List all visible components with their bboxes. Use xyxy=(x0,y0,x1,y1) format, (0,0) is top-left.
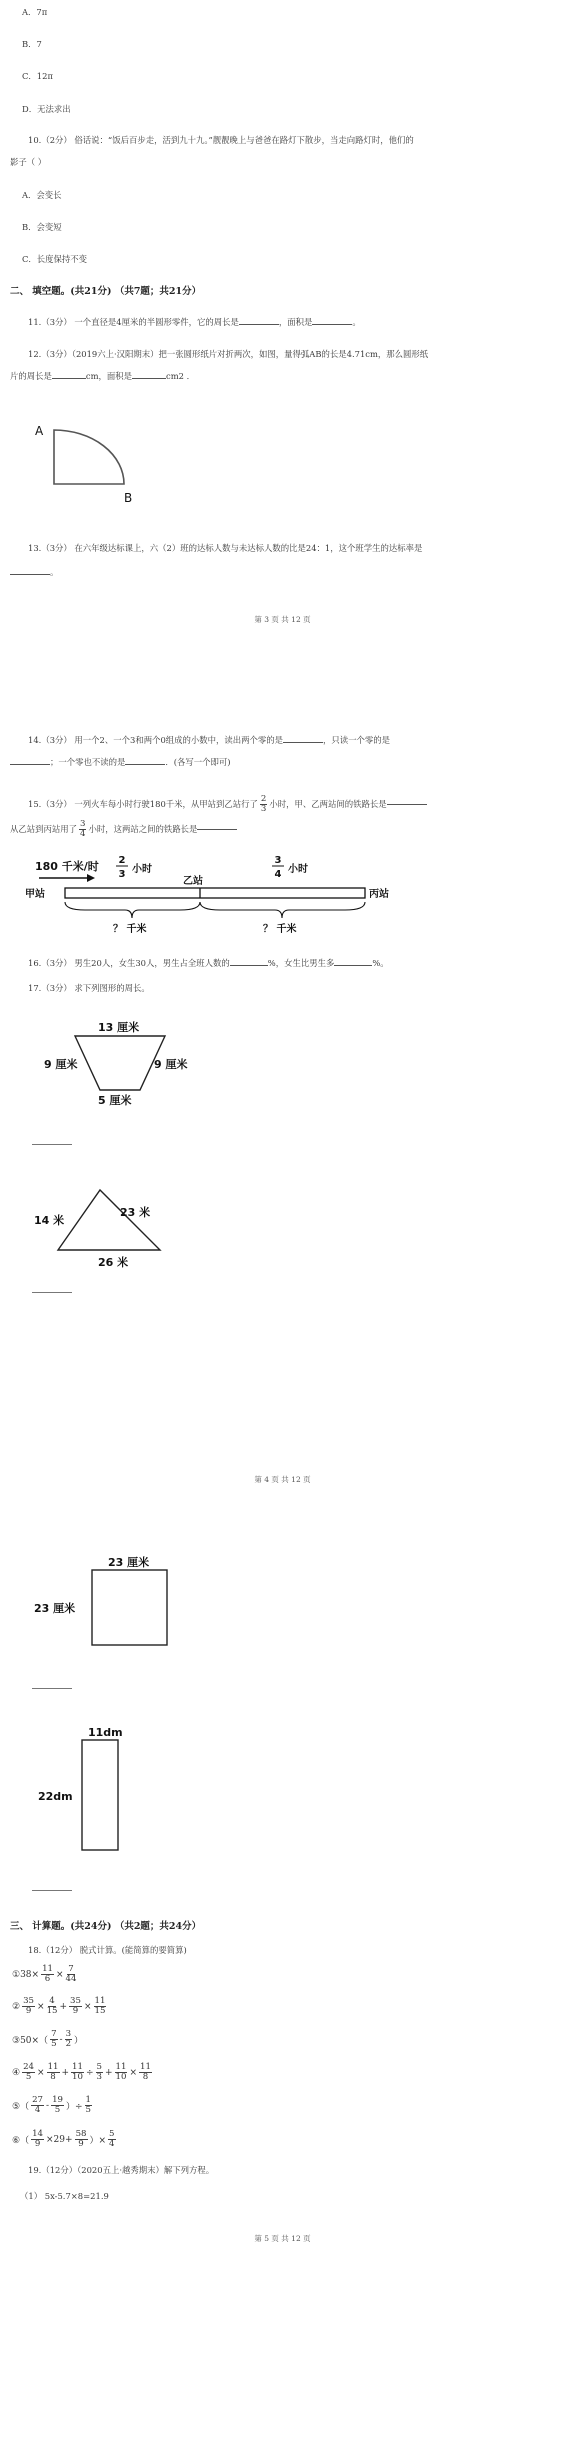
q12-blank2 xyxy=(132,378,166,379)
q9-option-b: B．7 xyxy=(22,39,42,49)
q11-blank1 xyxy=(239,324,279,325)
answer-line-3 xyxy=(32,1688,72,1689)
q16-blank1 xyxy=(230,965,268,966)
answer-line-1 xyxy=(32,1144,72,1145)
q9-option-c: C．12π xyxy=(22,71,53,81)
trap-right-label: 9 厘米 xyxy=(154,1058,188,1071)
tri-right-label: 23 米 xyxy=(120,1206,151,1219)
calc-2: ② $\frac{35}{9}$ × $\frac{4}{15}$ + $\frac{35}{9}$ × $\frac{11}{15}$ xyxy=(12,1996,106,2016)
q19-text: 19.（12分）（2020五上·越秀期末）解下列方程。 xyxy=(28,2165,215,2175)
distance-q2: ？ 千米 xyxy=(263,924,297,935)
tri-left-label: 14 米 xyxy=(34,1214,65,1227)
calc-5: ⑤（ $\frac{27}{4}$ - $\frac{19}{5}$ ）÷ $\frac{1}{5}$ xyxy=(12,2095,92,2115)
seg1-den: 3 xyxy=(118,869,126,880)
q15-line1: 15.（3分） 一列火车每小时行驶180千米，从甲站到乙站行了 $\frac{2}{3}$ 小时，甲、乙两站间的铁路长是 xyxy=(28,795,427,814)
station-start: 甲站 xyxy=(25,889,45,900)
footer-page3: 第 3 页 共 12 页 xyxy=(254,615,311,624)
q16-blank2 xyxy=(334,965,372,966)
q15-blank1 xyxy=(387,804,427,805)
q13-line1: 13.（3分） 在六年级达标课上，六（2）班的达标人数与未达标人数的比是24：1，这个班学生的达标率是 xyxy=(28,543,423,553)
q14-blank2 xyxy=(10,764,50,765)
q12-post: cm2 ． xyxy=(166,371,196,381)
q12-line1: 12.（3分）（2019六上·汉阳期末）把一张圆形纸片对折两次，如图，量得弧AB的长是4.71cm，那么圆形纸 xyxy=(28,349,429,359)
calc-1: ①38× $\frac{11}{6}$ × $\frac{7}{44}$ xyxy=(12,1964,77,1984)
seg2-unit: 小时 xyxy=(288,864,308,875)
q12-line2 xyxy=(10,371,195,382)
q14-line2: ；一个零也不读的是 ．(各写一个即可) xyxy=(10,757,231,768)
q15-line2: 从乙站到丙站用了 $\frac{3}{4}$ 小时，这两站之间的铁路长是 xyxy=(10,820,237,839)
q11-mid: ，面积是 xyxy=(278,317,313,327)
trap-top-label: 13 厘米 xyxy=(98,1021,140,1034)
rectangle-figure xyxy=(30,1726,190,1866)
q12-mid: cm，面积是 xyxy=(85,371,133,381)
q19-sub1: （1） 5x-5.7×8=21.9 xyxy=(20,2191,109,2201)
trapezoid-figure xyxy=(40,1018,210,1108)
q11-post: 。 xyxy=(352,317,361,327)
train-route-diagram xyxy=(25,848,445,948)
section3-title: 三、 计算题。(共24分) （共2题；共24分） xyxy=(10,1921,202,1932)
brace-2 xyxy=(200,902,365,918)
q9-option-d: D．无法求出 xyxy=(22,104,71,114)
q13-blank xyxy=(10,574,50,575)
triangle-figure xyxy=(30,1172,200,1272)
q11-text xyxy=(28,317,361,328)
rect-top-label: 11dm xyxy=(88,1726,123,1739)
q15-frac2: $\frac{3}{4}$ xyxy=(80,819,86,839)
tri-bottom-label: 26 米 xyxy=(98,1256,129,1269)
q13-line2: 。 xyxy=(10,567,58,578)
arrow-icon xyxy=(87,874,95,882)
seg2-num: 3 xyxy=(274,855,282,866)
quarter-circle-figure xyxy=(30,418,140,508)
square-left-label: 23 厘米 xyxy=(34,1602,76,1615)
q14-line1: 14.（3分） 用一个2、一个3和两个0组成的小数中，读出两个零的是 ，只读一个零的是 xyxy=(28,735,391,745)
q10-line2: 影子（ ） xyxy=(10,157,47,167)
q10-option-b: B．会变短 xyxy=(22,222,62,232)
speed-label: 180 千米/时 xyxy=(35,860,99,873)
q12-pre: 片的周长是 xyxy=(10,371,52,381)
q10-option-c: C．长度保持不变 xyxy=(22,254,88,264)
calc-4: ④ $\frac{24}{5}$ × $\frac{11}{8}$ + $\frac{11}{10}$ ÷ $\frac{5}{3}$ + $\frac{11}{10}$ × $\frac{11}{8}$ xyxy=(12,2062,151,2082)
q17-text: 17.（3分） 求下列图形的周长。 xyxy=(28,983,150,993)
calc-3: ③50×（ $\frac{7}{5}$ - $\frac{3}{2}$ ） xyxy=(12,2029,84,2049)
square-figure xyxy=(30,1554,190,1664)
label-b: B xyxy=(124,491,133,505)
answer-line-4 xyxy=(32,1890,72,1891)
q15-frac1: $\frac{2}{3}$ xyxy=(260,794,267,814)
answer-line-2 xyxy=(32,1292,72,1293)
q16-text: 16.（3分） 男生20人，女生30人，男生占全班人数的 %，女生比男生多 %。 xyxy=(28,958,389,968)
track xyxy=(65,888,365,898)
seg2-den: 4 xyxy=(274,869,282,880)
q14-blank3 xyxy=(125,764,165,765)
q15-blank2 xyxy=(197,829,237,830)
q11-pre: 11.（3分） 一个直径是4厘米的半圆形零件，它的周长是 xyxy=(28,317,239,327)
rect-left-label: 22dm xyxy=(38,1790,73,1803)
footer-page4: 第 4 页 共 12 页 xyxy=(254,1475,311,1484)
calc-6: ⑥（ $\frac{14}{9}$ ×29+ $\frac{58}{9}$ ）× $\frac{5}{4}$ xyxy=(12,2129,115,2149)
seg1-unit: 小时 xyxy=(132,864,152,875)
distance-q1: ？ 千米 xyxy=(113,924,147,935)
q18-text: 18.（12分） 脱式计算。(能简算的要简算) xyxy=(28,1945,187,1955)
q10-line1: 10.（2分） 俗话说：“饭后百步走，活到九十九。”靓靓晚上与爸爸在路灯下散步，当走向路灯时，他们的 xyxy=(28,135,414,145)
seg1-num: 2 xyxy=(118,855,126,866)
q12-blank1 xyxy=(52,378,86,379)
square-top-label: 23 厘米 xyxy=(108,1556,150,1569)
station-mid: 乙站 xyxy=(183,876,203,887)
q11-blank2 xyxy=(312,324,352,325)
section2-title: 二、 填空题。(共21分) （共7题；共21分） xyxy=(10,286,202,297)
station-end: 丙站 xyxy=(369,889,389,900)
trap-bottom-label: 5 厘米 xyxy=(98,1094,132,1107)
trap-left-label: 9 厘米 xyxy=(44,1058,78,1071)
q14-blank1 xyxy=(283,742,323,743)
q10-option-a: A．会变长 xyxy=(22,190,62,200)
q9-option-a: A．7π xyxy=(22,7,48,17)
label-a: A xyxy=(35,424,44,438)
brace-1 xyxy=(65,902,200,918)
footer-page5: 第 5 页 共 12 页 xyxy=(254,2234,311,2243)
